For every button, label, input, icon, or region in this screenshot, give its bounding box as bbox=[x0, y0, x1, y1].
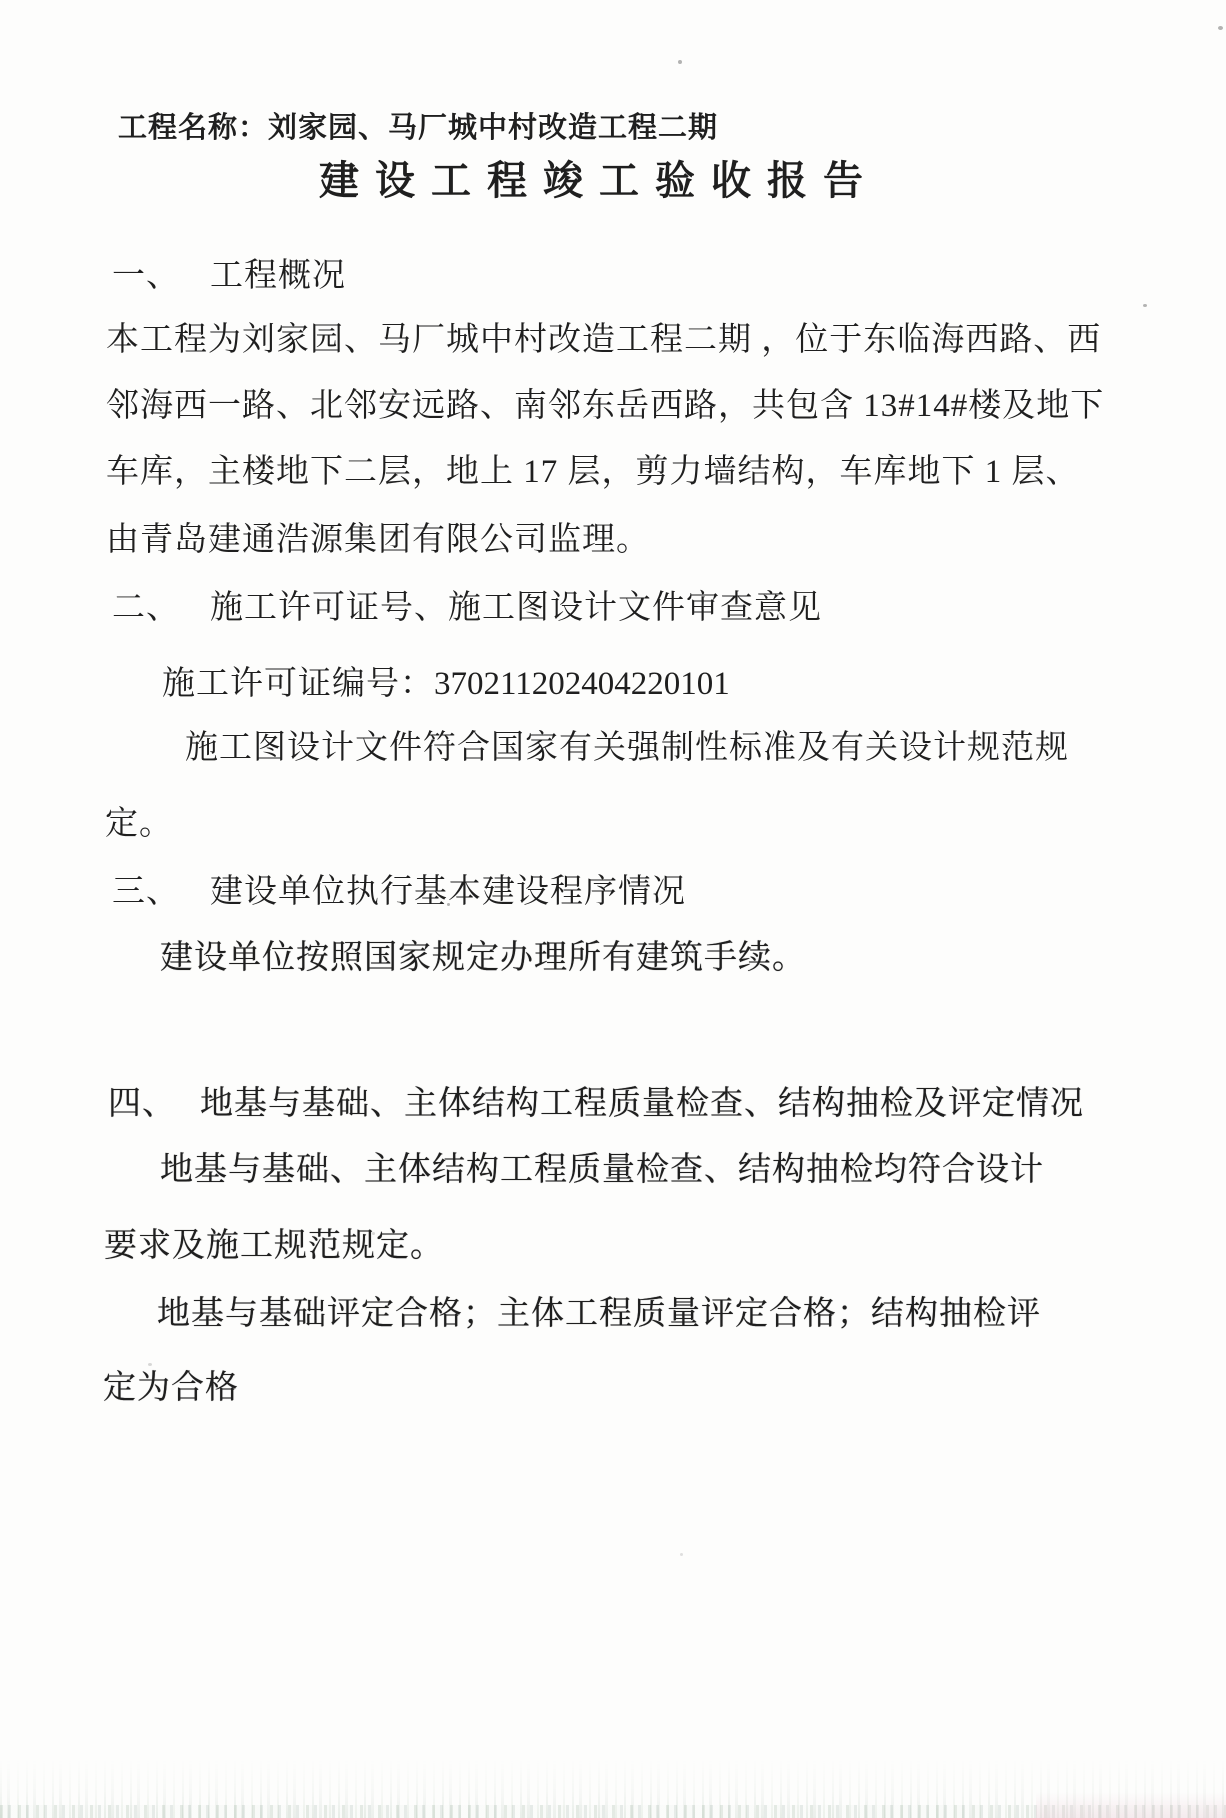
section-4-heading-text: 地基与基础、主体结构工程质量检查、结构抽检及评定情况 bbox=[200, 1086, 1084, 1122]
section-2-paragraph-line-2: 定。 bbox=[105, 806, 173, 842]
section-4-paragraph1-line-2: 要求及施工规范规定。 bbox=[104, 1228, 444, 1264]
section-1-paragraph-line-4: 由青岛建通浩源集团有限公司监理。 bbox=[106, 522, 650, 558]
section-4-paragraph1-line-1: 地基与基础、主体结构工程质量检查、结构抽检均符合设计 bbox=[160, 1152, 1044, 1188]
scan-speck bbox=[1218, 26, 1223, 30]
section-3-number: 三、 bbox=[112, 874, 180, 910]
scan-speck bbox=[372, 1232, 375, 1235]
section-3-heading-text: 建设单位执行基本建设程序情况 bbox=[210, 874, 686, 910]
section-2-heading bbox=[112, 590, 822, 628]
section-4-heading bbox=[108, 1086, 1084, 1124]
section-2-number: 二、 bbox=[112, 590, 180, 626]
section-4-paragraph2-line-1: 地基与基础评定合格；主体工程质量评定合格；结构抽检评 bbox=[157, 1296, 1041, 1332]
section-1-paragraph-line-1: 本工程为刘家园、马厂城中村改造工程二期 ，位于东临海西路、西 bbox=[106, 322, 1102, 358]
scan-speck bbox=[148, 1363, 152, 1366]
section-2-heading-text: 施工许可证号、施工图设计文件审查意见 bbox=[210, 590, 822, 626]
project-name-line: 工程名称：刘家园、马厂城中村改造工程二期 bbox=[118, 112, 719, 144]
scan-speck bbox=[447, 903, 450, 906]
section-1-paragraph-line-2: 邻海西一路、北邻安远路、南邻东岳西路，共包含 13#14#楼及地下 bbox=[106, 388, 1105, 424]
permit-number-label: 施工许可证编号： bbox=[162, 666, 434, 702]
section-1-heading-text: 工程概况 bbox=[210, 258, 346, 294]
report-title: 建 设 工 程 竣 工 验 收 报 告 bbox=[319, 158, 866, 203]
permit-number-value: 370211202404220101 bbox=[434, 666, 730, 702]
scan-speck bbox=[680, 1553, 683, 1556]
scan-speck bbox=[678, 60, 682, 64]
section-4-number: 四、 bbox=[108, 1086, 176, 1122]
section-3-paragraph-line-1: 建设单位按照国家规定办理所有建筑手续。 bbox=[160, 940, 806, 976]
section-2-paragraph-line-1: 施工图设计文件符合国家有关强制性标准及有关设计规范规 bbox=[185, 730, 1069, 766]
section-1-paragraph-line-3: 车库，主楼地下二层，地上 17 层，剪力墙结构，车库地下 1 层、 bbox=[106, 454, 1080, 490]
section-3-heading bbox=[112, 874, 686, 912]
scanner-edge-tint bbox=[1036, 1792, 1226, 1818]
section-1-heading bbox=[112, 258, 346, 296]
permit-number-line bbox=[162, 666, 730, 704]
scan-speck bbox=[1143, 304, 1147, 307]
section-1-number: 一、 bbox=[112, 258, 180, 294]
section-4-paragraph2-line-2: 定为合格 bbox=[103, 1370, 239, 1406]
